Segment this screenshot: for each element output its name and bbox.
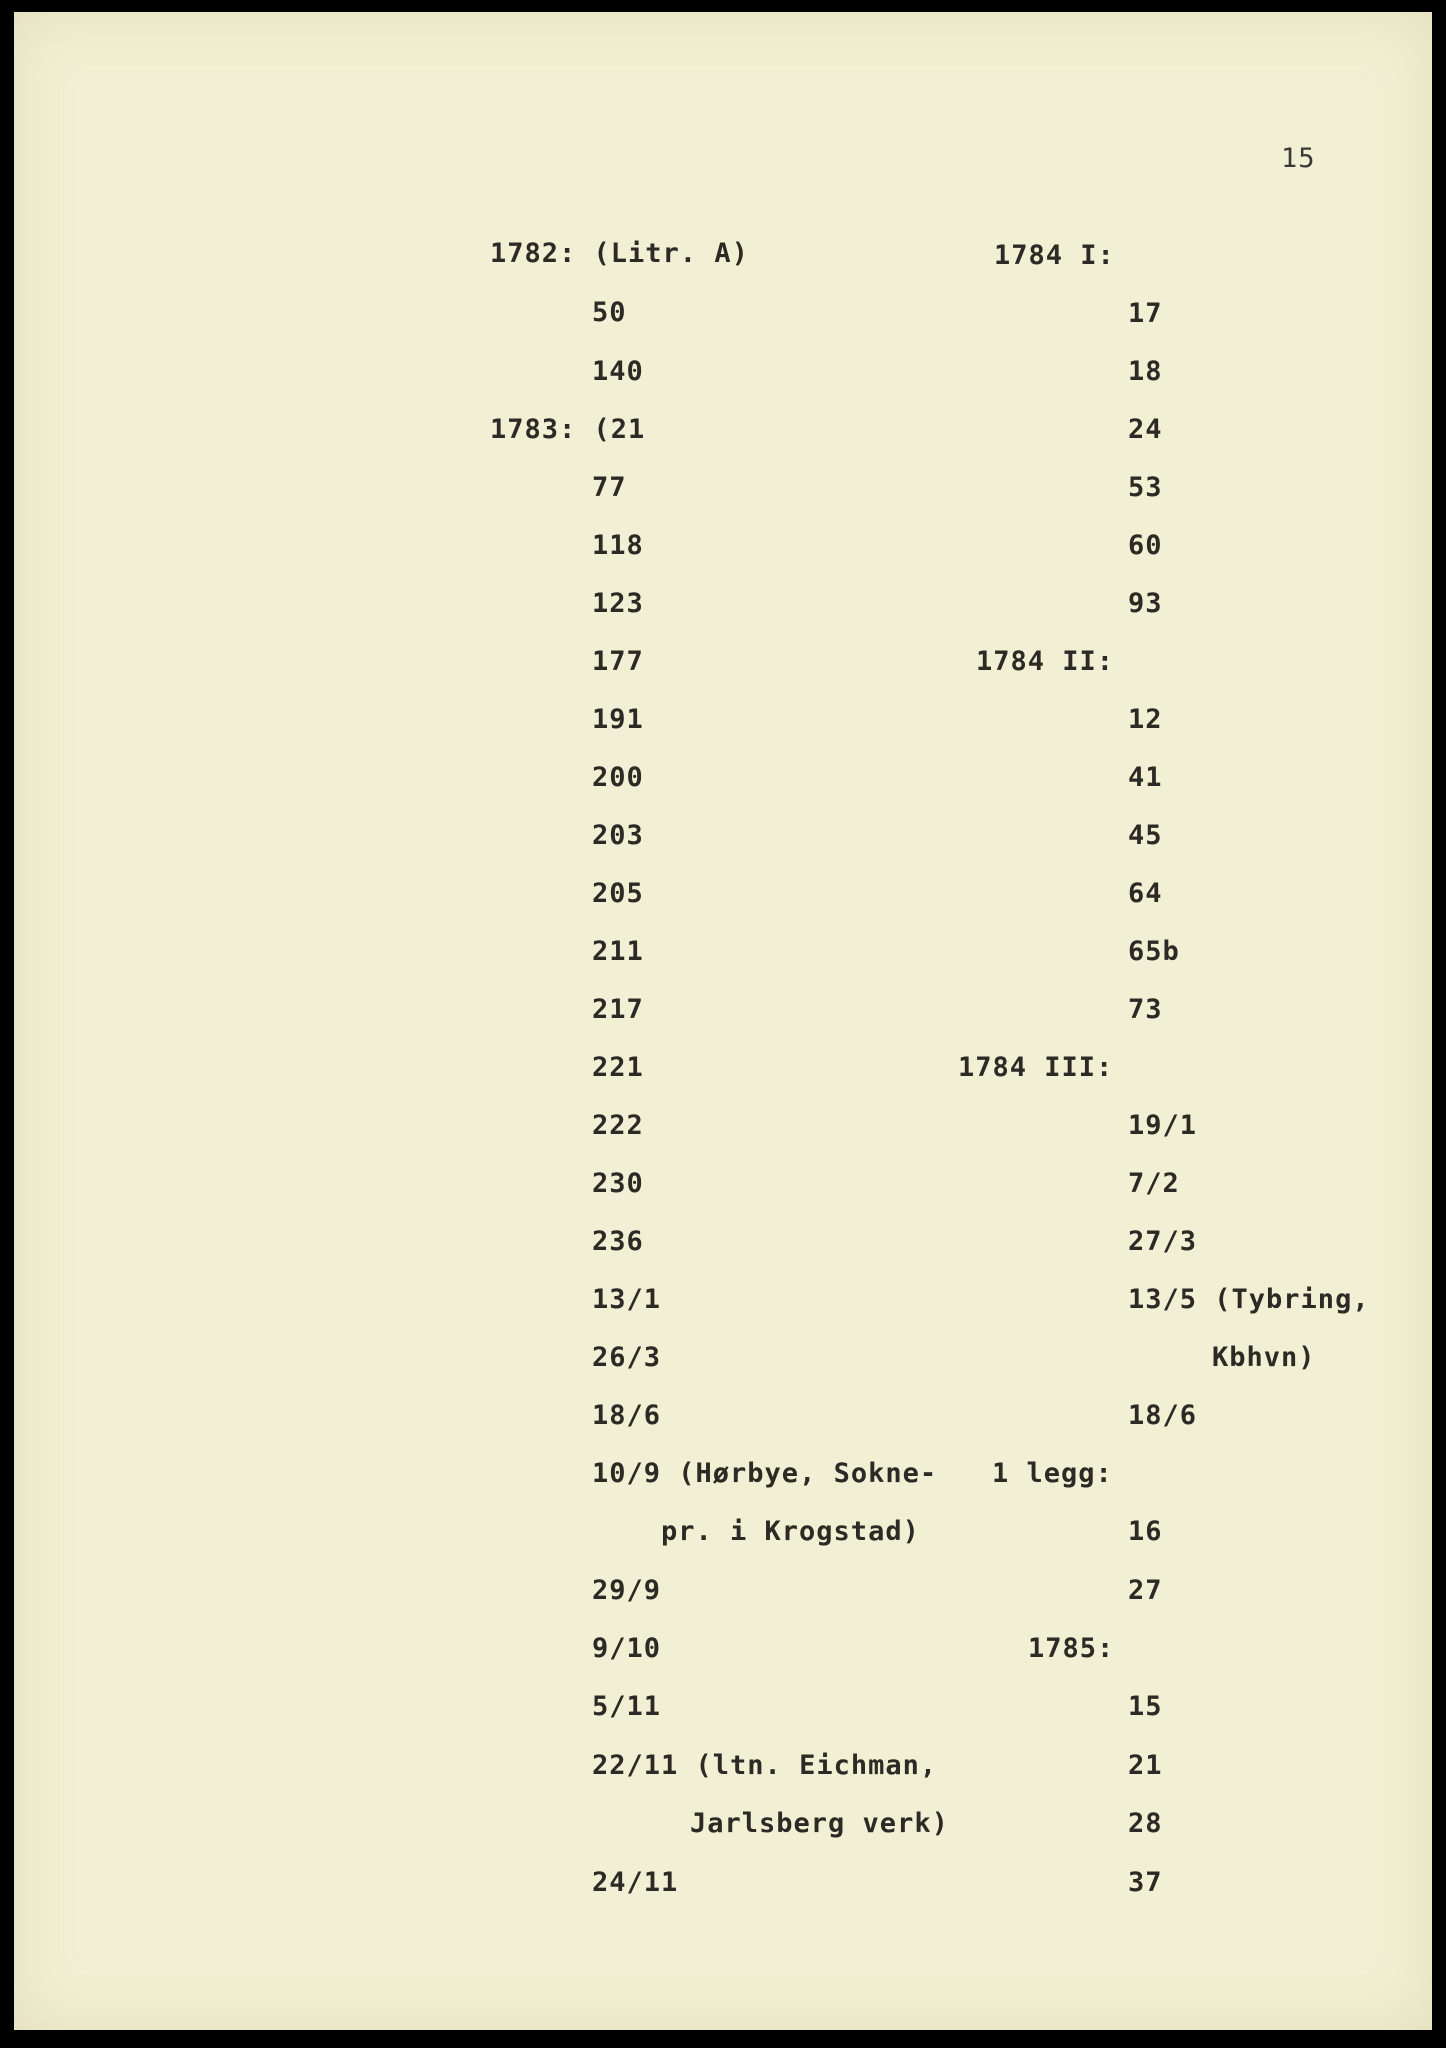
entry: 13/5 (Tybring,: [1128, 1284, 1370, 1315]
entry: 230: [592, 1168, 644, 1199]
heading-1783: 1783: (21: [490, 414, 646, 445]
entry: 177: [592, 646, 644, 677]
entry: 200: [592, 762, 644, 793]
entry: 118: [592, 530, 644, 561]
entry: 24/11: [592, 1867, 679, 1898]
entry: 22/11 (ltn. Eichman,: [592, 1750, 938, 1781]
entry: 12: [1128, 704, 1163, 735]
entry-continuation: Kbhvn): [1212, 1342, 1316, 1373]
entry: 5/11: [592, 1691, 662, 1722]
entry: 64: [1128, 878, 1163, 909]
entry: 37: [1128, 1867, 1163, 1898]
entry: 9/10: [592, 1633, 662, 1664]
entry: 45: [1128, 820, 1163, 851]
document-page: [14, 12, 1432, 2030]
entry: 123: [592, 588, 644, 619]
heading-1782: 1782: (Litr. A): [490, 238, 749, 269]
entry: 65b: [1128, 936, 1180, 967]
entry: 203: [592, 820, 644, 851]
page-number: 15: [1281, 143, 1316, 174]
entry: 29/9: [592, 1575, 662, 1606]
entry: 50: [592, 297, 627, 328]
entry: 93: [1128, 588, 1163, 619]
entry: 26/3: [592, 1342, 662, 1373]
entry: 73: [1128, 994, 1163, 1025]
entry: 18/6: [592, 1400, 662, 1431]
entry: 41: [1128, 762, 1163, 793]
entry: 18/6: [1128, 1400, 1198, 1431]
entry: 16: [1128, 1516, 1163, 1547]
entry: 140: [592, 356, 644, 387]
entry: 28: [1128, 1808, 1163, 1839]
entry: 10/9 (Hørbye, Sokne-: [592, 1458, 938, 1489]
heading-1-legg: 1 legg:: [992, 1458, 1113, 1489]
entry-continuation: Jarlsberg verk): [690, 1808, 949, 1839]
entry: 205: [592, 878, 644, 909]
entry: 217: [592, 994, 644, 1025]
entry: 13/1: [592, 1284, 662, 1315]
entry: 7/2: [1128, 1168, 1180, 1199]
entry: 60: [1128, 530, 1163, 561]
entry: 211: [592, 936, 644, 967]
entry: 221: [592, 1052, 644, 1083]
entry: 18: [1128, 356, 1163, 387]
heading-1784-i: 1784 I:: [994, 240, 1115, 271]
entry: 53: [1128, 472, 1163, 503]
entry: 77: [592, 472, 627, 503]
entry: 191: [592, 704, 644, 735]
entry: 21: [1128, 1750, 1163, 1781]
entry: 236: [592, 1226, 644, 1257]
entry: 27/3: [1128, 1226, 1198, 1257]
heading-1785: 1785:: [1028, 1633, 1115, 1664]
heading-1784-ii: 1784 II:: [976, 646, 1115, 677]
entry: 222: [592, 1110, 644, 1141]
entry: 19/1: [1128, 1110, 1198, 1141]
entry: 17: [1128, 298, 1163, 329]
entry: 15: [1128, 1691, 1163, 1722]
entry: 24: [1128, 414, 1163, 445]
heading-1784-iii: 1784 III:: [958, 1052, 1114, 1083]
entry-continuation: pr. i Krogstad): [661, 1516, 920, 1547]
entry: 27: [1128, 1575, 1163, 1606]
